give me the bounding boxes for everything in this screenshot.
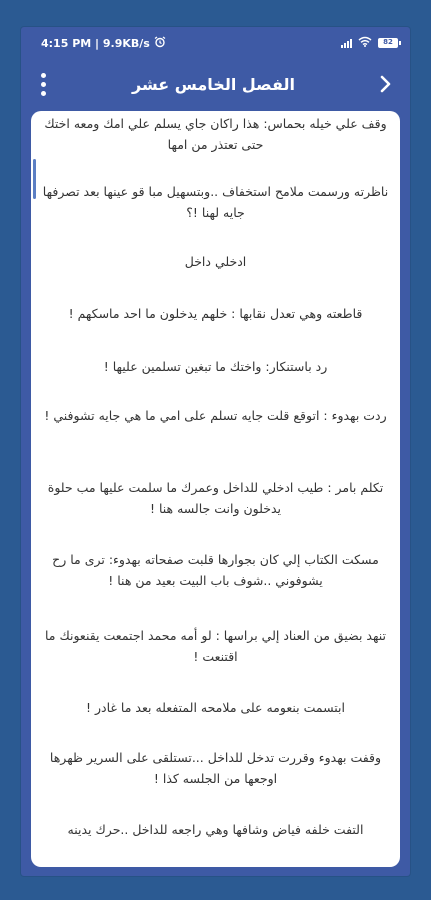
text-scroll-area[interactable] — [31, 111, 400, 867]
status-left — [41, 36, 166, 51]
paragraph: مسكت الكتاب إلي كان بجوارها قلبت صفحاته بهدوء: ترى ما رح يشوفوني ..شوف باب البيت بعيد من هنا ! — [52, 552, 379, 588]
signal-icon — [341, 38, 352, 48]
status-bar — [21, 27, 410, 59]
paragraph: ناظرته ورسمت ملامح استخفاف ..وبتسهيل مبا قو عينها بعد تصرفها جايه لهنا !؟ — [42, 184, 389, 220]
chapter-content[interactable] — [31, 111, 400, 867]
status-time: 4:15 PM | 9.9KB/s — [41, 36, 150, 50]
scrollbar[interactable] — [33, 159, 36, 199]
alarm-clock-icon — [154, 36, 166, 51]
paragraph: تكلم بامر : طيب ادخلي للداخل وعمرك ما سلمت عليها مب حلوة يدخلون وانت جالسه هنا ! — [47, 480, 384, 516]
chapter-title: الفصل الخامس عشر — [132, 74, 295, 94]
paragraph: وقفت بهدوء وقررت تدخل للداخل ...تستلقى على السرير ظهرها اوجعها من الجلسه كذا ! — [49, 750, 382, 786]
paragraph: ابتسمت بنعومه على ملامحه المتفعله بعد ما غادر ! — [86, 700, 345, 715]
wifi-icon — [358, 36, 372, 50]
status-right — [341, 36, 398, 50]
chevron-right-icon[interactable] — [374, 69, 398, 99]
battery-icon: 82 — [378, 38, 398, 48]
paragraph: تنهد بضيق من العناد إلي براسها : لو أمه محمد اجتمعت يقنعونك ما اقتنعت ! — [44, 628, 386, 664]
paragraph: وقف علي خيله بحماس: هذا راكان جاي يسلم علي امك ومعه اختك حتى تعتذر من امها — [44, 116, 387, 152]
paragraph: ادخلي داخل — [184, 254, 247, 269]
app-bar — [21, 59, 410, 109]
phone-frame — [21, 27, 410, 876]
paragraph: التفت خلفه فياض وشافها وهي راجعه للداخل ..حرك يدينه — [67, 822, 364, 837]
paragraph: قاطعته وهي تعدل نقابها : خلهم يدخلون ما احد ماسكهم ! — [68, 306, 363, 321]
paragraph: رد باستنكار: واختك ما تبغين تسلمين عليها ! — [103, 359, 328, 374]
more-vertical-icon[interactable] — [33, 69, 53, 99]
paragraph: ردت بهدوء : اتوقع قلت جايه تسلم على امي ما هي جايه تشوفني ! — [44, 408, 387, 423]
